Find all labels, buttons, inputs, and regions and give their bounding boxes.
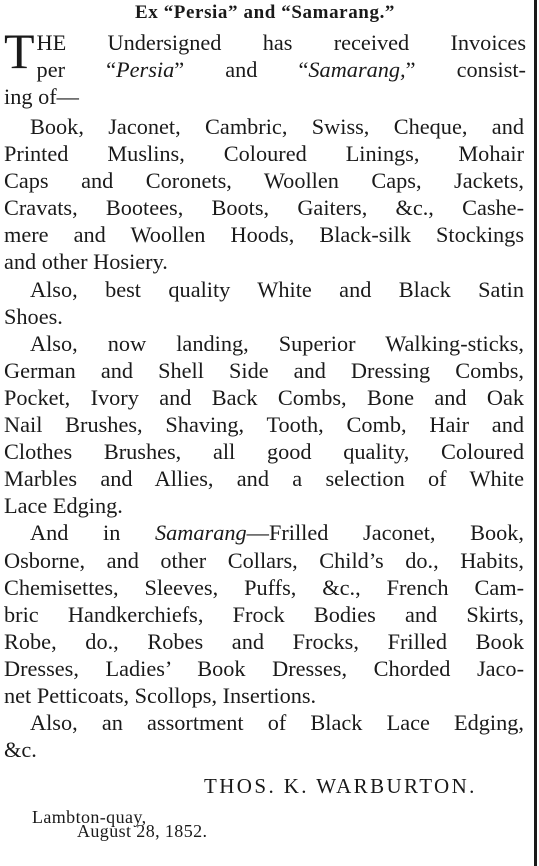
text-line: Chemisettes, Sleeves, Puffs, &c., French Cam-	[4, 574, 524, 600]
advertisement-heading: Ex “Persia” and “Samarang.”	[134, 2, 396, 23]
text-line: Also, now landing, Superior Walking-sticks,	[30, 330, 524, 356]
advertisement-body	[4, 113, 524, 763]
text-fragment: —Frilled Jaconet, Book,	[246, 520, 524, 546]
paragraph-landing	[4, 330, 524, 520]
text-line: Shoes.	[4, 303, 63, 329]
text-fragment: And in	[30, 520, 155, 546]
text-line: &c.	[4, 737, 37, 763]
text-line: Pocket, Ivory and Back Combs, Bone and Oak	[4, 384, 524, 410]
text-line: Osborne, and other Collars, Child’s do., Habits,	[4, 547, 524, 573]
column-rule	[534, 0, 537, 866]
text-line: Lace Edging.	[4, 493, 123, 519]
intro-line-2-text: per “	[36, 57, 116, 82]
drop-cap: T	[4, 23, 35, 79]
ship-name-persia: Persia	[116, 57, 175, 82]
text-line: Caps and Coronets, Woollen Caps, Jackets,	[4, 168, 524, 194]
text-line: bric Handkerchiefs, Frock Bodies and Skirts,	[4, 601, 524, 627]
intro-line-2-text: ” and “	[174, 57, 309, 82]
text-line: net Petticoats, Scollops, Insertions.	[4, 682, 317, 708]
signature: THOS. K. WARBURTON.	[204, 774, 477, 798]
text-line: Also, an assortment of Black Lace Edging,	[30, 710, 524, 736]
text-line: German and Shell Side and Dressing Combs,	[4, 357, 524, 383]
place-line: Lambton-quay,	[32, 807, 147, 827]
text-line: and other Hosiery.	[4, 249, 168, 275]
paragraph-goods	[4, 113, 524, 276]
text-line: mere and Woollen Hoods, Black-silk Stockings	[4, 222, 524, 248]
text-line: Book, Jaconet, Cambric, Swiss, Cheque, and	[30, 114, 524, 139]
intro-line-1: HE Undersigned has received Invoices	[36, 30, 526, 55]
text-line: Also, best quality White and Black Satin	[30, 276, 524, 302]
ship-name-samarang: Samarang	[155, 520, 247, 546]
text-line	[4, 519, 524, 546]
text-line: Printed Muslins, Coloured Linings, Mohair	[4, 141, 524, 167]
intro-line-2	[4, 56, 526, 83]
text-line: Clothes Brushes, all good quality, Coloured	[4, 439, 524, 465]
date-line: August 28, 1852.	[77, 821, 208, 841]
paragraph-lace	[4, 709, 524, 763]
text-line: Cravats, Bootees, Boots, Gaiters, &c., Cashe-	[4, 195, 524, 221]
text-line: Robe, do., Robes and Frocks, Frilled Book	[4, 628, 524, 654]
intro-paragraph	[4, 23, 526, 110]
intro-line-2-text: ” consist-	[405, 57, 526, 82]
text-line: Nail Brushes, Shaving, Tooth, Comb, Hair and	[4, 412, 524, 438]
text-line: Dresses, Ladies’ Book Dresses, Chorded Jaco-	[4, 655, 524, 681]
text-line: Marbles and Allies, and a selection of White	[4, 466, 524, 492]
paragraph-samarang	[4, 519, 524, 709]
intro-line-3: ing of—	[4, 84, 79, 109]
ship-name-samarang: Samarang,	[308, 57, 406, 82]
paragraph-shoes	[4, 276, 524, 330]
